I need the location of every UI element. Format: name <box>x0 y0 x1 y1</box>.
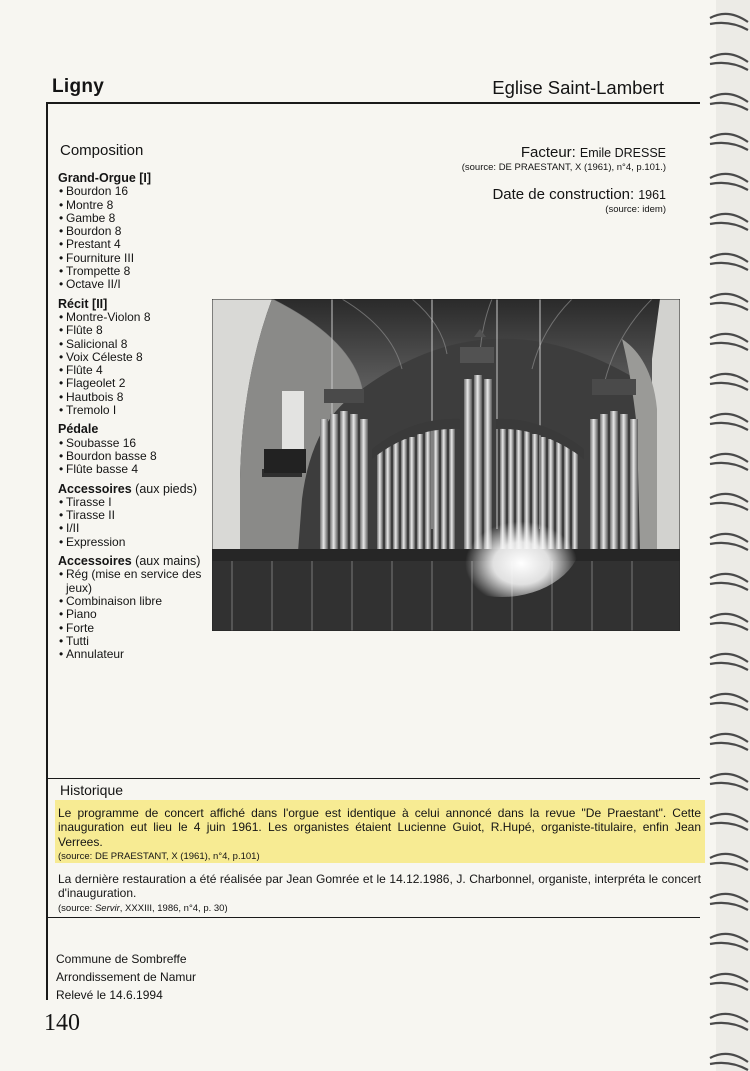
composition-heading: Composition <box>60 142 144 159</box>
list-item: • Voix Céleste 8 <box>58 351 218 364</box>
spiral-coil <box>710 934 748 950</box>
historique-heading: Historique <box>60 782 124 798</box>
date-label: Date de construction: <box>492 186 635 203</box>
list-item: • Bourdon 8 <box>58 225 218 238</box>
spiral-coil <box>710 1014 748 1030</box>
list-item: • Fourniture III <box>58 252 218 265</box>
church-title: Eglise Saint-Lambert <box>492 77 664 98</box>
organ-photo <box>212 299 680 631</box>
location-title: Ligny <box>52 76 105 97</box>
spiral-coil <box>710 294 748 310</box>
list-item: • Flageolet 2 <box>58 377 218 390</box>
source-2-prefix: (source: <box>58 902 95 914</box>
spiral-coil <box>710 694 748 710</box>
section-title-pedale: Pédale <box>58 422 99 437</box>
historique-paragraph-2: La dernière restauration a été réalisée par Jean Gomrée et le 14.12.1986, J. Charbonnel, organiste, interpréta le concert d'inauguration. <box>58 872 701 901</box>
list-item: • Annulateur <box>58 648 218 661</box>
historique-body <box>58 806 701 916</box>
facteur-label: Facteur: <box>520 144 576 161</box>
accessoires-pieds-subtitle: (aux pieds) <box>135 481 197 496</box>
spiral-coil <box>710 854 748 870</box>
source-2-title: Servir <box>94 902 120 914</box>
list-item: • Combinaison libre <box>58 595 218 608</box>
section-title-grand-orgue: Grand-Orgue [I] <box>58 171 152 185</box>
spiral-coil <box>710 94 748 110</box>
spiral-coil <box>710 534 748 550</box>
spiral-coil <box>710 414 748 430</box>
spiral-coil <box>710 734 748 750</box>
section-title-recit: Récit [II] <box>58 296 108 311</box>
list-item: • Salicional 8 <box>58 338 218 351</box>
spiral-coil <box>710 134 748 150</box>
spiral-coil <box>710 14 748 30</box>
pedale-stops <box>58 437 218 477</box>
margin-rule <box>46 102 48 1000</box>
spiral-coil <box>710 454 748 470</box>
list-item: • I/II <box>58 522 218 535</box>
spiral-coil <box>710 334 748 350</box>
releve-line: Relevé le 14.6.1994 <box>56 988 163 1002</box>
accessoires-mains-title: Accessoires <box>58 554 132 569</box>
list-item: • Bourdon basse 8 <box>58 450 218 463</box>
spiral-coil <box>710 574 748 590</box>
list-item: • Piano <box>58 608 218 621</box>
list-item: • Trompette 8 <box>58 265 218 278</box>
date-source: (source: idem) <box>605 204 666 215</box>
spiral-binding <box>708 0 750 1071</box>
facteur-block <box>462 144 666 173</box>
commune-line: Commune de Sombreffe <box>56 952 187 966</box>
list-item: • Octave II/I <box>58 278 218 291</box>
historique-paragraph-1: Le programme de concert affiché dans l'orgue est identique à celui annoncé dans la revue "De Praestant". Cette inauguration eut lieu le 4 juin 1961. Les organistes étaient Lucienne Guiot, R.Hupé, organiste-titulaire, enfin Jean Verrees. <box>58 806 701 849</box>
list-item: • Bourdon 16 <box>58 185 218 198</box>
accessoires-mains-subtitle: (aux mains) <box>135 554 201 569</box>
spiral-coil <box>710 894 748 910</box>
section-title-accessoires-pieds <box>58 483 218 496</box>
recit-stops <box>58 311 218 417</box>
spiral-coil <box>710 174 748 190</box>
grand-orgue-stops <box>58 185 218 291</box>
page-number: 140 <box>44 1010 80 1036</box>
spiral-coil <box>710 974 748 990</box>
accessoires-pieds-title: Accessoires <box>58 481 132 496</box>
spiral-coil <box>710 374 748 390</box>
spiral-coil <box>710 614 748 630</box>
historique-source-1: (source: DE PRAESTANT, X (1961), n°4, p.101) <box>58 850 260 862</box>
list-item: • Expression <box>58 536 218 549</box>
date-value: 1961 <box>638 188 666 202</box>
historique-bottom-rule <box>48 917 700 918</box>
historique-source-2 <box>58 902 701 916</box>
footer-block <box>56 950 196 1004</box>
facteur-source: (source: DE PRAESTANT, X (1961), n°4, p.101.) <box>461 162 666 173</box>
accessoires-pieds-items <box>58 496 218 549</box>
list-item: • Gambe 8 <box>58 212 218 225</box>
spiral-coil <box>710 54 748 70</box>
accessoires-mains-items <box>58 568 218 661</box>
arrondissement-line: Arrondissement de Namur <box>56 970 197 984</box>
source-2-rest: , XXXIII, 1986, n°4, p. 30) <box>119 902 228 914</box>
list-item: • Flûte 4 <box>58 364 218 377</box>
list-item: • Tirasse I <box>58 496 218 509</box>
list-item: • Rég (mise en service des jeux) <box>58 568 218 595</box>
list-item: • Tutti <box>58 635 218 648</box>
list-item: • Hautbois 8 <box>58 391 218 404</box>
date-block <box>492 186 666 215</box>
spiral-coil <box>710 494 748 510</box>
stop-list <box>58 172 218 661</box>
list-item: • Prestant 4 <box>58 238 218 251</box>
header-rule <box>46 102 700 104</box>
historique-top-rule <box>48 778 700 779</box>
list-item: • Flûte 8 <box>58 324 218 337</box>
spiral-coil <box>710 774 748 790</box>
list-item: • Montre 8 <box>58 199 218 212</box>
spiral-coil <box>710 654 748 670</box>
section-title-accessoires-mains <box>58 555 218 568</box>
spiral-coil <box>710 214 748 230</box>
list-item: • Montre-Violon 8 <box>58 311 218 324</box>
spiral-coil <box>710 254 748 270</box>
list-item: • Flûte basse 4 <box>58 463 218 476</box>
facteur-value: Emile DRESSE <box>579 146 666 160</box>
list-item: • Soubasse 16 <box>58 437 218 450</box>
list-item: • Forte <box>58 622 218 635</box>
spiral-coil <box>710 1054 748 1070</box>
list-item: • Tirasse II <box>58 509 218 522</box>
spiral-coil <box>710 814 748 830</box>
list-item: • Tremolo I <box>58 404 218 417</box>
